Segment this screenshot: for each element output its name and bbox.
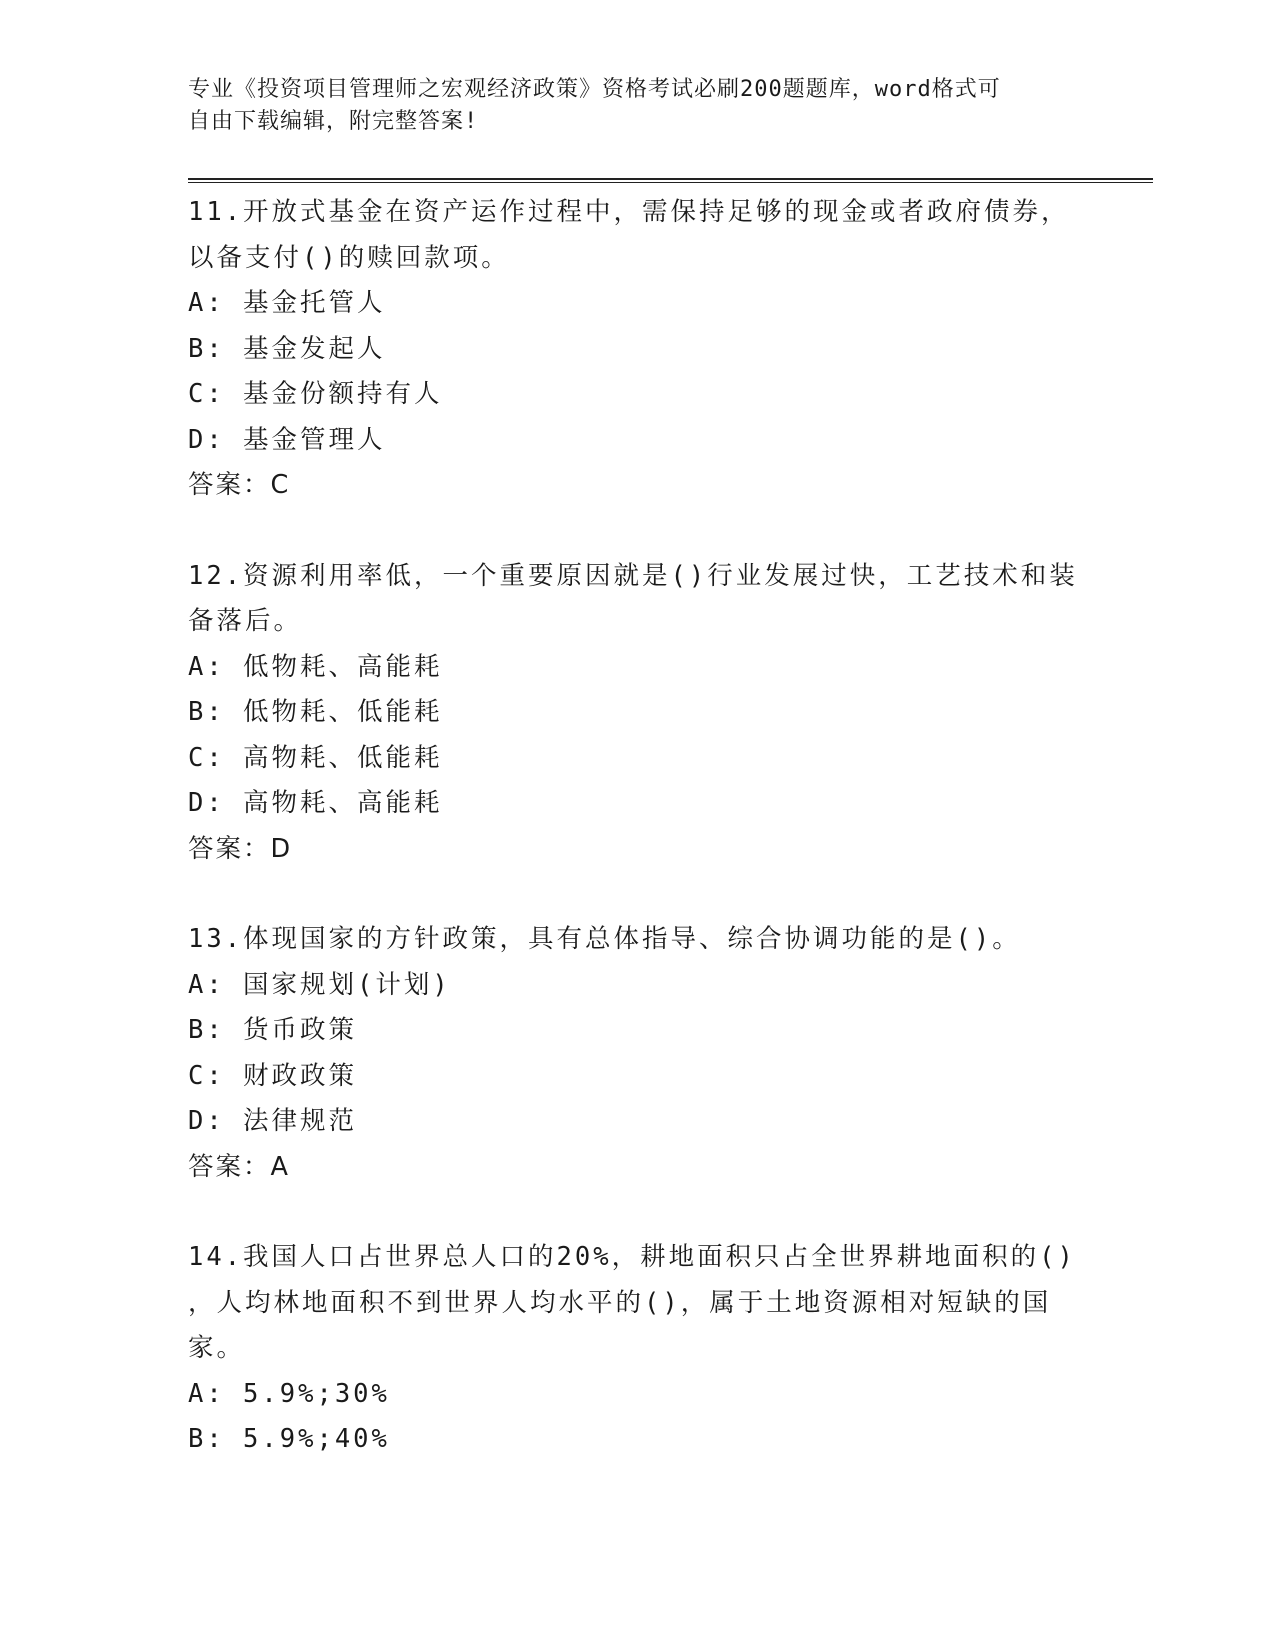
option-a: A: 基金托管人 bbox=[188, 288, 386, 318]
question-stem-line: 14.我国人口占世界总人口的20%，耕地面积只占全世界耕地面积的() bbox=[188, 1242, 1076, 1272]
question-stem-line: 家。 bbox=[188, 1333, 246, 1363]
option-d: D: 法律规范 bbox=[188, 1106, 358, 1136]
answer: 答案：D bbox=[188, 833, 293, 864]
question-stem-line: 备落后。 bbox=[188, 606, 303, 636]
option-b: B: 5.9%;40% bbox=[188, 1424, 390, 1454]
option-a: A: 国家规划(计划) bbox=[188, 969, 451, 1000]
option-c: C: 财政政策 bbox=[188, 1060, 358, 1091]
header-line-2: 自由下载编辑，附完整答案! bbox=[188, 109, 479, 134]
option-d: D: 高物耗、高能耗 bbox=[188, 788, 443, 818]
document-header bbox=[188, 74, 1088, 138]
question-stem-line: 12.资源利用率低，一个重要原因就是()行业发展过快，工艺技术和装 bbox=[188, 560, 1078, 591]
header-line-1: 专业《投资项目管理师之宏观经济政策》资格考试必刷200题题库，word格式可 bbox=[188, 77, 1001, 102]
option-a: A: 低物耗、高能耗 bbox=[188, 651, 443, 682]
option-d: D: 基金管理人 bbox=[188, 424, 386, 455]
question-11 bbox=[188, 190, 1088, 509]
answer: 答案：A bbox=[188, 1151, 290, 1182]
question-list bbox=[188, 190, 1088, 1463]
question-14 bbox=[188, 1235, 1088, 1463]
option-b: B: 低物耗、低能耗 bbox=[188, 697, 443, 727]
option-a: A: 5.9%;30% bbox=[188, 1378, 390, 1409]
option-b: B: 货币政策 bbox=[188, 1015, 358, 1045]
header-divider bbox=[188, 178, 1153, 183]
question-13 bbox=[188, 917, 1088, 1190]
answer: 答案：C bbox=[188, 470, 291, 500]
question-stem-line: 13.体现国家的方针政策，具有总体指导、综合协调功能的是()。 bbox=[188, 924, 1021, 954]
option-c: C: 高物耗、低能耗 bbox=[188, 742, 443, 773]
question-stem-line: ，人均林地面积不到世界人均水平的()，属于土地资源相对短缺的国 bbox=[188, 1287, 1052, 1318]
question-stem-line: 11.开放式基金在资产运作过程中，需保持足够的现金或者政府债券， bbox=[188, 197, 1070, 227]
option-b: B: 基金发起人 bbox=[188, 333, 386, 364]
option-c: C: 基金份额持有人 bbox=[188, 379, 443, 409]
question-stem-line: 以备支付()的赎回款项。 bbox=[188, 242, 510, 273]
question-12 bbox=[188, 554, 1088, 873]
